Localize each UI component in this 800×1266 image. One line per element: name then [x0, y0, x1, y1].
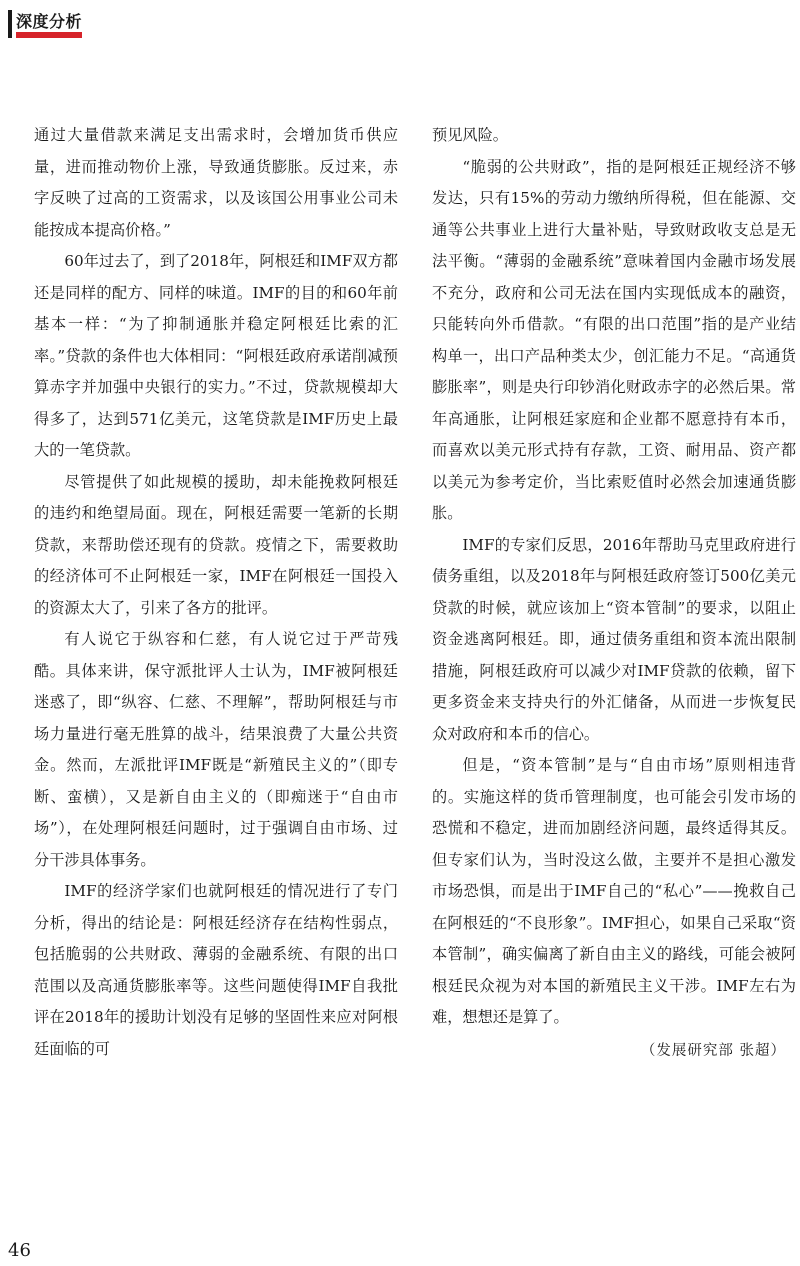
author-signature: （发展研究部 张超）	[640, 1042, 786, 1059]
section-title: 深度分析	[16, 12, 83, 31]
left-column	[34, 120, 398, 1065]
paragraph: 尽管提供了如此规模的援助，却未能挽救阿根廷的违约和绝望局面。现在，阿根廷需要一笔新的长期贷款，来帮助偿还现有的贷款。疫情之下，需要救助的经济体可不止阿根廷一家，IMF在阿根廷一国投入的资源太大了，引来了各方的批评。	[34, 472, 398, 617]
header-bar	[8, 10, 12, 38]
header-underline	[16, 32, 82, 38]
paragraph: 通过大量借款来满足支出需求时，会增加货币供应量，进而推动物价上涨，导致通货膨胀。反过来，赤字反映了过高的工资需求，以及该国公用事业公司未能按成本提高价格。”	[34, 126, 398, 239]
paragraph: 60年过去了，到了2018年，阿根廷和IMF双方都还是同样的配方、同样的味道。IMF的目的和60年前基本一样：“为了抑制通胀并稳定阿根廷比索的汇率。”贷款的条件也大体相同：“阿根廷政府承诺削减预算赤字并加强中央银行的实力。”不过，贷款规模却大得多了，达到571亿美元，这笔贷款是IMF历史上最大的一笔贷款。	[34, 252, 398, 459]
page-number: 46	[8, 1240, 31, 1261]
paragraph: 预见风险。	[432, 126, 508, 144]
paragraph: IMF的经济学家们也就阿根廷的情况进行了专门分析，得出的结论是：阿根廷经济存在结构性弱点，包括脆弱的公共财政、薄弱的金融系统、有限的出口范围以及高通货膨胀率等。这些问题使得IMF自我批评在2018年的援助计划没有足够的坚固性来应对阿根廷面临的可	[34, 882, 398, 1058]
paragraph: “脆弱的公共财政”，指的是阿根廷正规经济不够发达，只有15%的劳动力缴纳所得税，但在能源、交通等公共事业上进行大量补贴，导致财政收支总是无法平衡。“薄弱的金融系统”意味着国内金融市场发展不充分，政府和公司无法在国内实现低成本的融资，只能转向外币借款。“有限的出口范围”指的是产业结构单一，出口产品种类太少，创汇能力不足。“高通货膨胀率”，则是央行印钞消化财政赤字的必然后果。常年高通胀，让阿根廷家庭和企业都不愿意持有本币，而喜欢以美元形式持有存款，工资、耐用品、资产都以美元为参考定价，当比索贬值时必然会加速通货膨胀。	[432, 157, 796, 522]
paragraph: 有人说它于纵容和仁慈，有人说它过于严苛残酷。具体来讲，保守派批评人士认为，IMF被阿根廷迷惑了，即“纵容、仁慈、不理解”，帮助阿根廷与市场力量进行毫无胜算的战斗，结果浪费了大量公共资金。然而，左派批评IMF既是“新殖民主义的”（即专断、蛮横），又是新自由主义的（即痴迷于“自由市场”），在处理阿根廷问题时，过于强调自由市场、过分干涉具体事务。	[34, 630, 398, 869]
paragraph: IMF的专家们反思，2016年帮助马克里政府进行债务重组，以及2018年与阿根廷政府签订500亿美元贷款的时候，就应该加上“资本管制”的要求，以阻止资金逃离阿根廷。即，通过债务重组和资本流出限制措施，阿根廷政府可以减少对IMF贷款的依赖，留下更多资金来支持央行的外汇储备，从而进一步恢复民众对政府和本币的信心。	[432, 535, 796, 743]
paragraph: 但是，“资本管制”是与“自由市场”原则相违背的。实施这样的货币管理制度，也可能会引发市场的恐慌和不稳定，进而加剧经济问题，最终适得其反。但专家们认为，当时没这么做，主要并不是担心激发市场恐惧，而是出于IMF自己的“私心”——挽救自己在阿根廷的“不良形象”。IMF担心，如果自己采取“资本管制”，确实偏离了新自由主义的路线，可能会被阿根廷民众视为对本国的新殖民主义干涉。IMF左右为难，想想还是算了。	[432, 756, 796, 1026]
right-column	[432, 120, 796, 1067]
section-header	[8, 8, 83, 40]
